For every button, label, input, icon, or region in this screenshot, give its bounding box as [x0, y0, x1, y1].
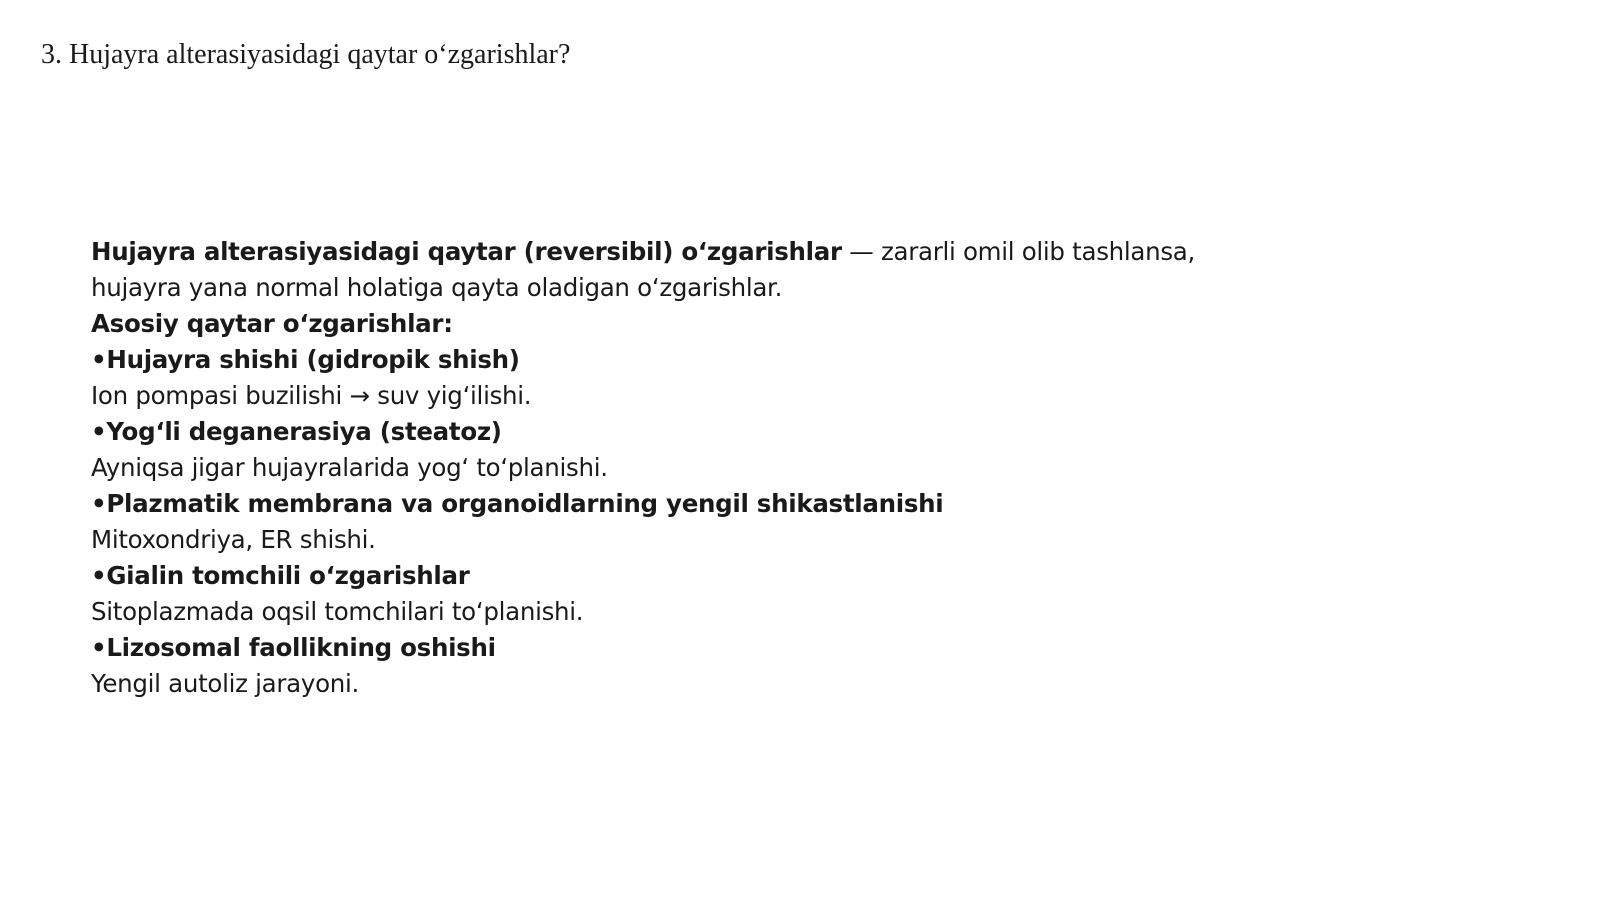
list-item-heading: •Hujayra shishi (gidropik shish)	[91, 345, 520, 374]
list-item-text: Ayniqsa jigar hujayralarida yog‘ to‘planishi.	[91, 453, 608, 482]
list-item-text: Mitoxondriya, ER shishi.	[91, 525, 376, 554]
intro-rest: — zararli omil olib tashlansa,	[841, 237, 1196, 266]
list-item-heading: •Lizosomal faollikning oshishi	[91, 633, 496, 662]
slide-content	[91, 234, 1291, 702]
intro-line-2: hujayra yana normal holatiga qayta oladigan o‘zgarishlar.	[91, 273, 783, 302]
intro-line-1	[91, 234, 1291, 270]
list-item-heading: •Yog‘li deganerasiya (steatoz)	[91, 417, 502, 446]
intro-term: Hujayra alterasiyasidagi qaytar (reversibil) o‘zgarishlar	[91, 237, 842, 266]
list-item-text: Sitoplazmada oqsil tomchilari to‘planishi.	[91, 597, 584, 626]
list-item-text: Yengil autoliz jarayoni.	[91, 669, 359, 698]
list-item-text: Ion pompasi buzilishi → suv yig‘ilishi.	[91, 381, 532, 410]
list-item-heading: •Plazmatik membrana va organoidlarning yengil shikastlanishi	[91, 489, 944, 518]
list-item-heading: •Gialin tomchili o‘zgarishlar	[91, 561, 470, 590]
slide-title: 3. Hujayra alterasiyasidagi qaytar o‘zgarishlar?	[41, 39, 571, 70]
section-heading: Asosiy qaytar o‘zgarishlar:	[91, 309, 453, 338]
